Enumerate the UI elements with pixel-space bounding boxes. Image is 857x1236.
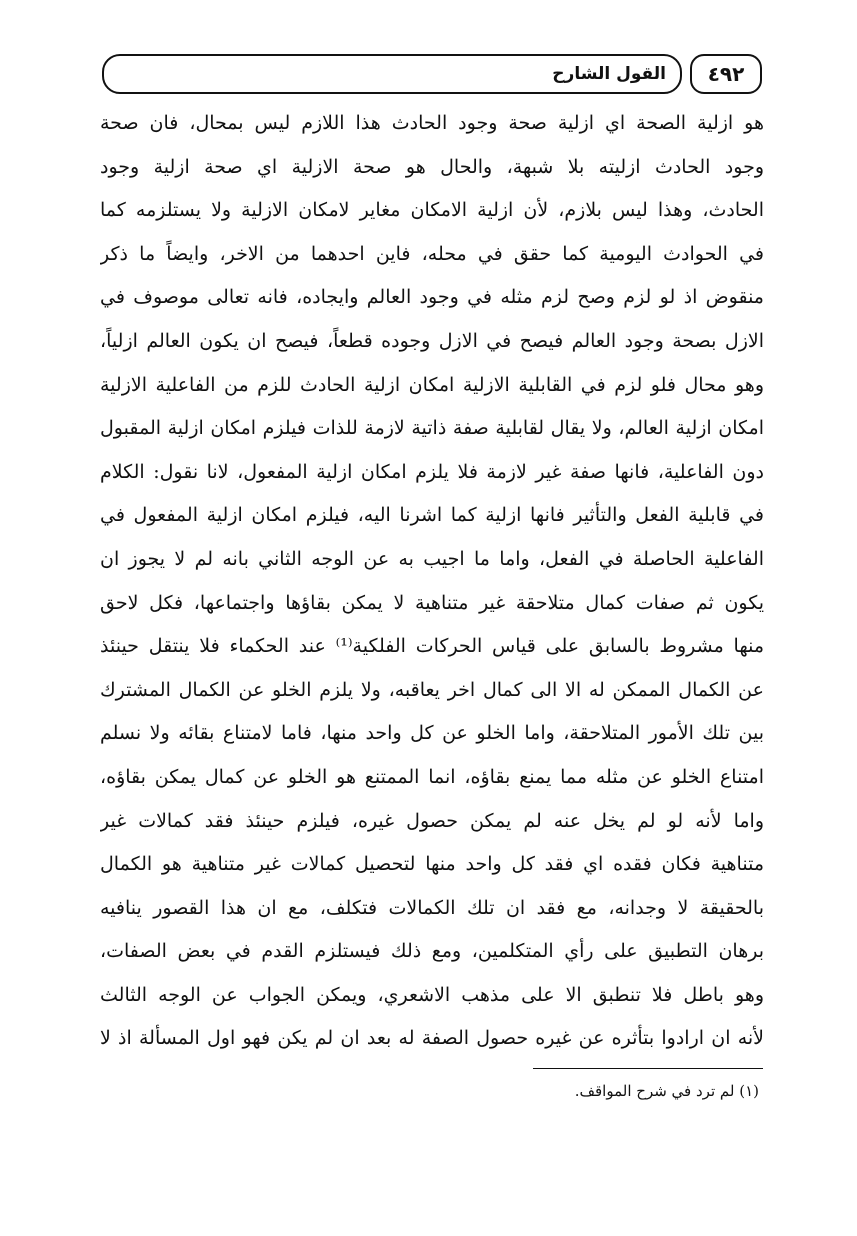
text-line: لأنه ان ارادوا بتأثره عن غيره حصول الصفة له بعد ان لم يكن فهو اول المسألة اذ لا [100,1027,764,1050]
text-line: امتناع الخلو عن مثله مما يمنع بقاؤه، انما الممتنع هو الخلو عن كمال يمكن بقاؤه، [100,765,764,788]
page-number-box [690,54,762,94]
text-line: هو ازلية الصحة اي ازلية صحة وجود الحادث هذا اللازم ليس بمحال، فان صحة [100,112,764,134]
text-line: في قابلية الفعل والتأثير فانها ازلية كما اشرنا اليه، فيلزم امكان ازلية المفعول في [100,504,764,527]
text-line: بين تلك الأمور المتلاحقة، واما الخلو عن كل واحد منها، فاما لامتناع بقائه ولا نسلم [100,722,764,745]
text-line: وهو محال فلو لزم في القابلية الازلية امكان ازلية الحادث للزم من الفاعلية الازلية [100,373,764,396]
text-line: واما لأنه لو لم يخل عنه لم يمكن حصول غيره، فيلزم حينئذ فقد كمالات غير [100,809,764,832]
footnote: (١) لم ترد في شرح المواقف. [574,1082,759,1100]
text-line: منها مشروط بالسابق على قياس الحركات الفلكية⁽¹⁾ عند الحكماء فلا ينتقل حينئذ [100,635,764,658]
text-line: امكان ازلية العالم، ولا يقال لقابلية صفة ذاتية لازمة للذات فيلزم امكان ازلية المقبول [100,417,764,440]
body-text [100,102,764,1061]
text-line: دون الفاعلية، فانها صفة غير لازمة فلا يلزم امكان ازلية المفعول، لانا نقول: الكلام [100,460,764,483]
text-line: متناهية فكان فقده اي فقد كل واحد منها لتحصيل كمالات غير متناهية هو الكمال [100,853,764,876]
running-title: القول الشارح [552,64,666,84]
text-line: وجود الحادث ازليته بلا شبهة، والحال هو صحة الازلية اي صحة ازلية وجود [100,155,764,178]
text-line: الازل بصحة وجود العالم فيصح في الازل وجوده قطعاً، فيصح ان يكون العالم ازلياً، [100,329,764,352]
text-line: عن الكمال الممكن له الا الى كمال اخر يعاقبه، ولا يلزم الخلو عن الكمال المشترك [100,678,764,701]
page-header [102,52,762,102]
text-line: بالحقيقة لا وجدانه، مع فقد ان تلك الكمالات فتكلف، مع ان هذا القصور ينافيه [100,896,764,919]
page-number: ٤٩٢ [707,62,745,86]
text-line: الحادث، وهذا ليس بلازم، لأن ازلية الامكان مغاير لامكان الازلية ولا يستلزمه كما [100,199,764,222]
text-line: في الحوادث اليومية كما حقق في محله، فاين احدهما من الاخر، وايضاً ما ذكر [100,242,764,265]
text-line: منقوض اذ لو لزم وصح لزم مثله في وجود العالم وايجاده، فانه تعالى موصوف في [100,286,764,309]
footnote-divider [533,1068,763,1069]
text-line: الفاعلية الحاصلة في الفعل، واما ما اجيب به عن الوجه الثاني بانه لم لا يجوز ان [100,547,764,570]
running-title-box [102,54,682,94]
text-line: وهو باطل فلا تنطبق الا على مذهب الاشعري، ويمكن الجواب عن الوجه الثالث [100,983,764,1006]
text-line: يكون ثم صفات كمال متلاحقة غير متناهية لا يمكن بقاؤها واجتماعها، فكل لاحق [100,591,764,614]
text-line: برهان التطبيق على رأي المتكلمين، ومع ذلك فيستلزم القدم في بعض الصفات، [100,940,764,963]
